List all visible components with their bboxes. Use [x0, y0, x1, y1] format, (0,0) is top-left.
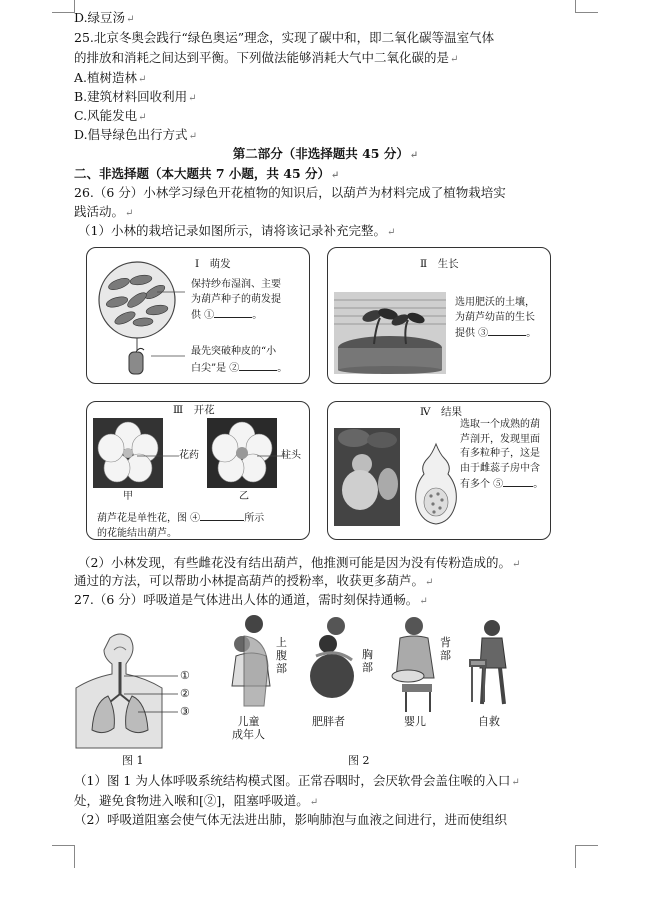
respiratory-system-diagram: [80, 632, 180, 742]
crop-mark-top-left: [52, 0, 75, 13]
panel-germination: [86, 247, 310, 384]
panel-flowering-title: Ⅲ 开花: [173, 404, 215, 416]
fig2-label-child-adult: 儿童 成年人: [232, 715, 265, 741]
part2-title: 第二部分（非选择题共 45 分）↵: [232, 146, 419, 161]
fig2-label-obese: 肥胖者: [312, 715, 345, 728]
panel-germination-title: Ⅰ 萌发: [195, 258, 231, 270]
gourd-fruit-photo: [334, 428, 400, 526]
seedling-pot-photo: [334, 292, 446, 374]
fig1-label-2: ②: [180, 687, 190, 700]
q26-sub1: （1）小林的栽培记录如图所示，请将该记录补充完整。↵: [78, 223, 396, 238]
label-flower-a: 甲: [123, 491, 133, 502]
crop-mark-top-right: [575, 0, 598, 13]
panel-fruiting-text: 选取一个成熟的葫 芦剖开，发现里面 有多粒种子，这是 由于雌蕊子房中含 有多个 ⑤ 。: [460, 419, 544, 490]
heimlich-child-adult-illustration: [222, 612, 282, 712]
fig1-caption: 图 1: [122, 754, 144, 767]
panel-growth: [327, 247, 551, 384]
q25-option-d: D.倡导绿色出行方式↵: [74, 127, 197, 142]
q25-stem-line2: 的排放和消耗之间达到平衡。下列做法能够消耗大气中二氧化碳的是↵: [74, 50, 459, 65]
crop-mark-bottom-left: [52, 845, 75, 868]
q27-sub1-line2: 处，避免食物进入喉和[②]，阻塞呼吸道。↵: [74, 793, 319, 808]
gourd-cross-section: [414, 442, 458, 526]
label-flower-b: 乙: [239, 491, 249, 502]
panel-flowering-text: 葫芦花是单性花，图 ④ 所示 的花能结出葫芦。: [97, 510, 264, 541]
fig2-caption: 图 2: [348, 754, 370, 767]
fig2-label-chest: 胸 部: [362, 648, 373, 674]
fig2-label-self-rescue: 自救: [478, 715, 500, 728]
panel-flowering: [86, 401, 310, 540]
panel-growth-text: 选用肥沃的土壤， 为葫芦幼苗的生长 提供 ③ 。: [455, 297, 537, 339]
panel-germination-text1: 保持纱布湿润、主要 为葫芦种子的萌发提 供 ① 。: [191, 279, 281, 321]
q26-sub2-line2: 通过的方法，可以帮助小林提高葫芦的授粉率，收获更多葫芦。↵: [74, 573, 434, 588]
q27-stem: 27.（6 分）呼吸道是气体进出人体的通道，需时刻保持通畅。↵: [74, 592, 428, 607]
fig1-label-3: ③: [180, 705, 190, 718]
q25-option-a: A.植树造林↵: [74, 70, 147, 85]
panel-fruiting-title: Ⅳ 结果: [420, 406, 462, 418]
q26-stem-line1: 26.（6 分）小林学习绿色开花植物的知识后，以葫芦为材料完成了植物栽培实: [74, 185, 506, 200]
label-anther: 花药: [179, 450, 199, 461]
fig2-label-infant: 婴儿: [404, 715, 426, 728]
q25-stem-line1: 25.北京冬奥会践行“绿色奥运”理念，实现了碳中和，即二氧化碳等温室气体: [74, 30, 495, 45]
q24-option-d: D.绿豆汤↵: [74, 10, 135, 25]
fig1-label-1: ①: [180, 669, 190, 682]
panel-growth-title: Ⅱ 生长: [420, 258, 459, 270]
panel-fruiting: [327, 401, 551, 540]
leader-lines-flowering: [87, 402, 309, 482]
crop-mark-bottom-right: [575, 845, 598, 868]
fig2-label-upper-abdomen: 上 腹 部: [276, 636, 287, 675]
label-stigma: 柱头: [281, 450, 301, 461]
q27-sub1-line1: （1）图 1 为人体呼吸系统结构模式图。正常吞咽时，会厌软骨会盖住喉的入口↵: [74, 773, 520, 788]
q27-sub2-line1: （2）呼吸道阻塞会使气体无法进出肺，影响肺泡与血液之间进行，进而使组织: [74, 812, 507, 827]
panel-germination-text2: 最先突破种皮的“小 白尖”是 ② 。: [191, 346, 288, 374]
q25-option-b: B.建筑材料回收利用↵: [74, 89, 197, 104]
heimlich-infant-illustration: [386, 614, 442, 714]
section-title: 二、非选择题（本大题共 7 小题，共 45 分）↵: [74, 166, 340, 181]
q25-option-c: C.风能发电↵: [74, 108, 147, 123]
heimlich-obese-illustration: [304, 614, 364, 710]
q26-stem-line2: 践活动。↵: [74, 204, 134, 219]
fig2-label-back: 背 部: [440, 636, 451, 662]
q26-sub2-line1: （2）小林发现，有些雌花没有结出葫芦，他推测可能是因为没有传粉造成的。↵: [78, 555, 521, 570]
heimlich-self-rescue-illustration: [466, 618, 516, 708]
